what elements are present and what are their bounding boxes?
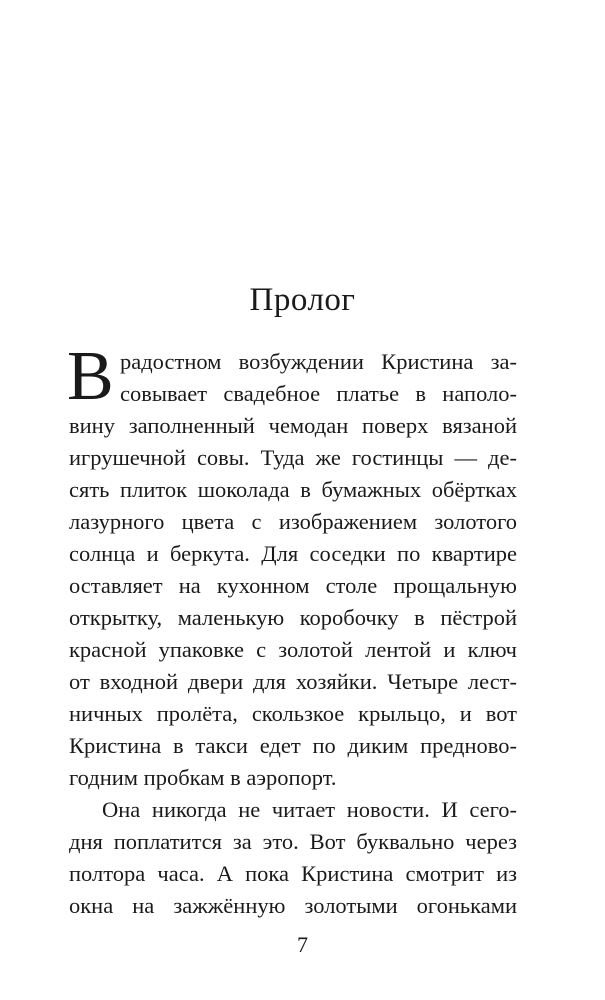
text-line: игрушечной совы. Туда же гостинцы — де- [69,445,517,470]
text-line: от входной двери для хозяйки. Четыре лест- [69,669,517,694]
text-line: окна на зажжённую золотыми огоньками [69,893,517,918]
text-line: Кристина в такси едет по диким предново- [69,733,517,758]
text-line: сять плиток шоколада в бумажных обёртках [69,477,517,502]
text-line: солнца и беркута. Для соседки по квартире [69,541,517,566]
text-line: совывает свадебное платье в наполо- [120,381,517,406]
text-line: годним пробкам в аэропорт. [69,765,337,790]
text-line: Она никогда не читает новости. И сего- [102,797,517,822]
page-number: 7 [297,932,308,957]
text-line: ничных пролёта, скользкое крыльцо, и вот [69,701,517,726]
drop-cap: В [67,338,114,415]
text-line: оставляет на кухонном столе прощальную [69,573,517,598]
text-line: лазурного цвета с изображением золотого [69,509,517,534]
chapter-title: Пролог [249,282,356,318]
text-line: радостном возбуждении Кристина за- [120,349,517,374]
text-line: вину заполненный чемодан поверх вязаной [69,413,517,438]
text-line: красной упаковке с золотой лентой и ключ [69,637,517,662]
text-line: дня поплатится за это. Вот буквально через [69,829,517,854]
text-line: открытку, маленькую коробочку в пёстрой [69,605,517,630]
text-line: полтора часа. А пока Кристина смотрит из [69,861,517,886]
